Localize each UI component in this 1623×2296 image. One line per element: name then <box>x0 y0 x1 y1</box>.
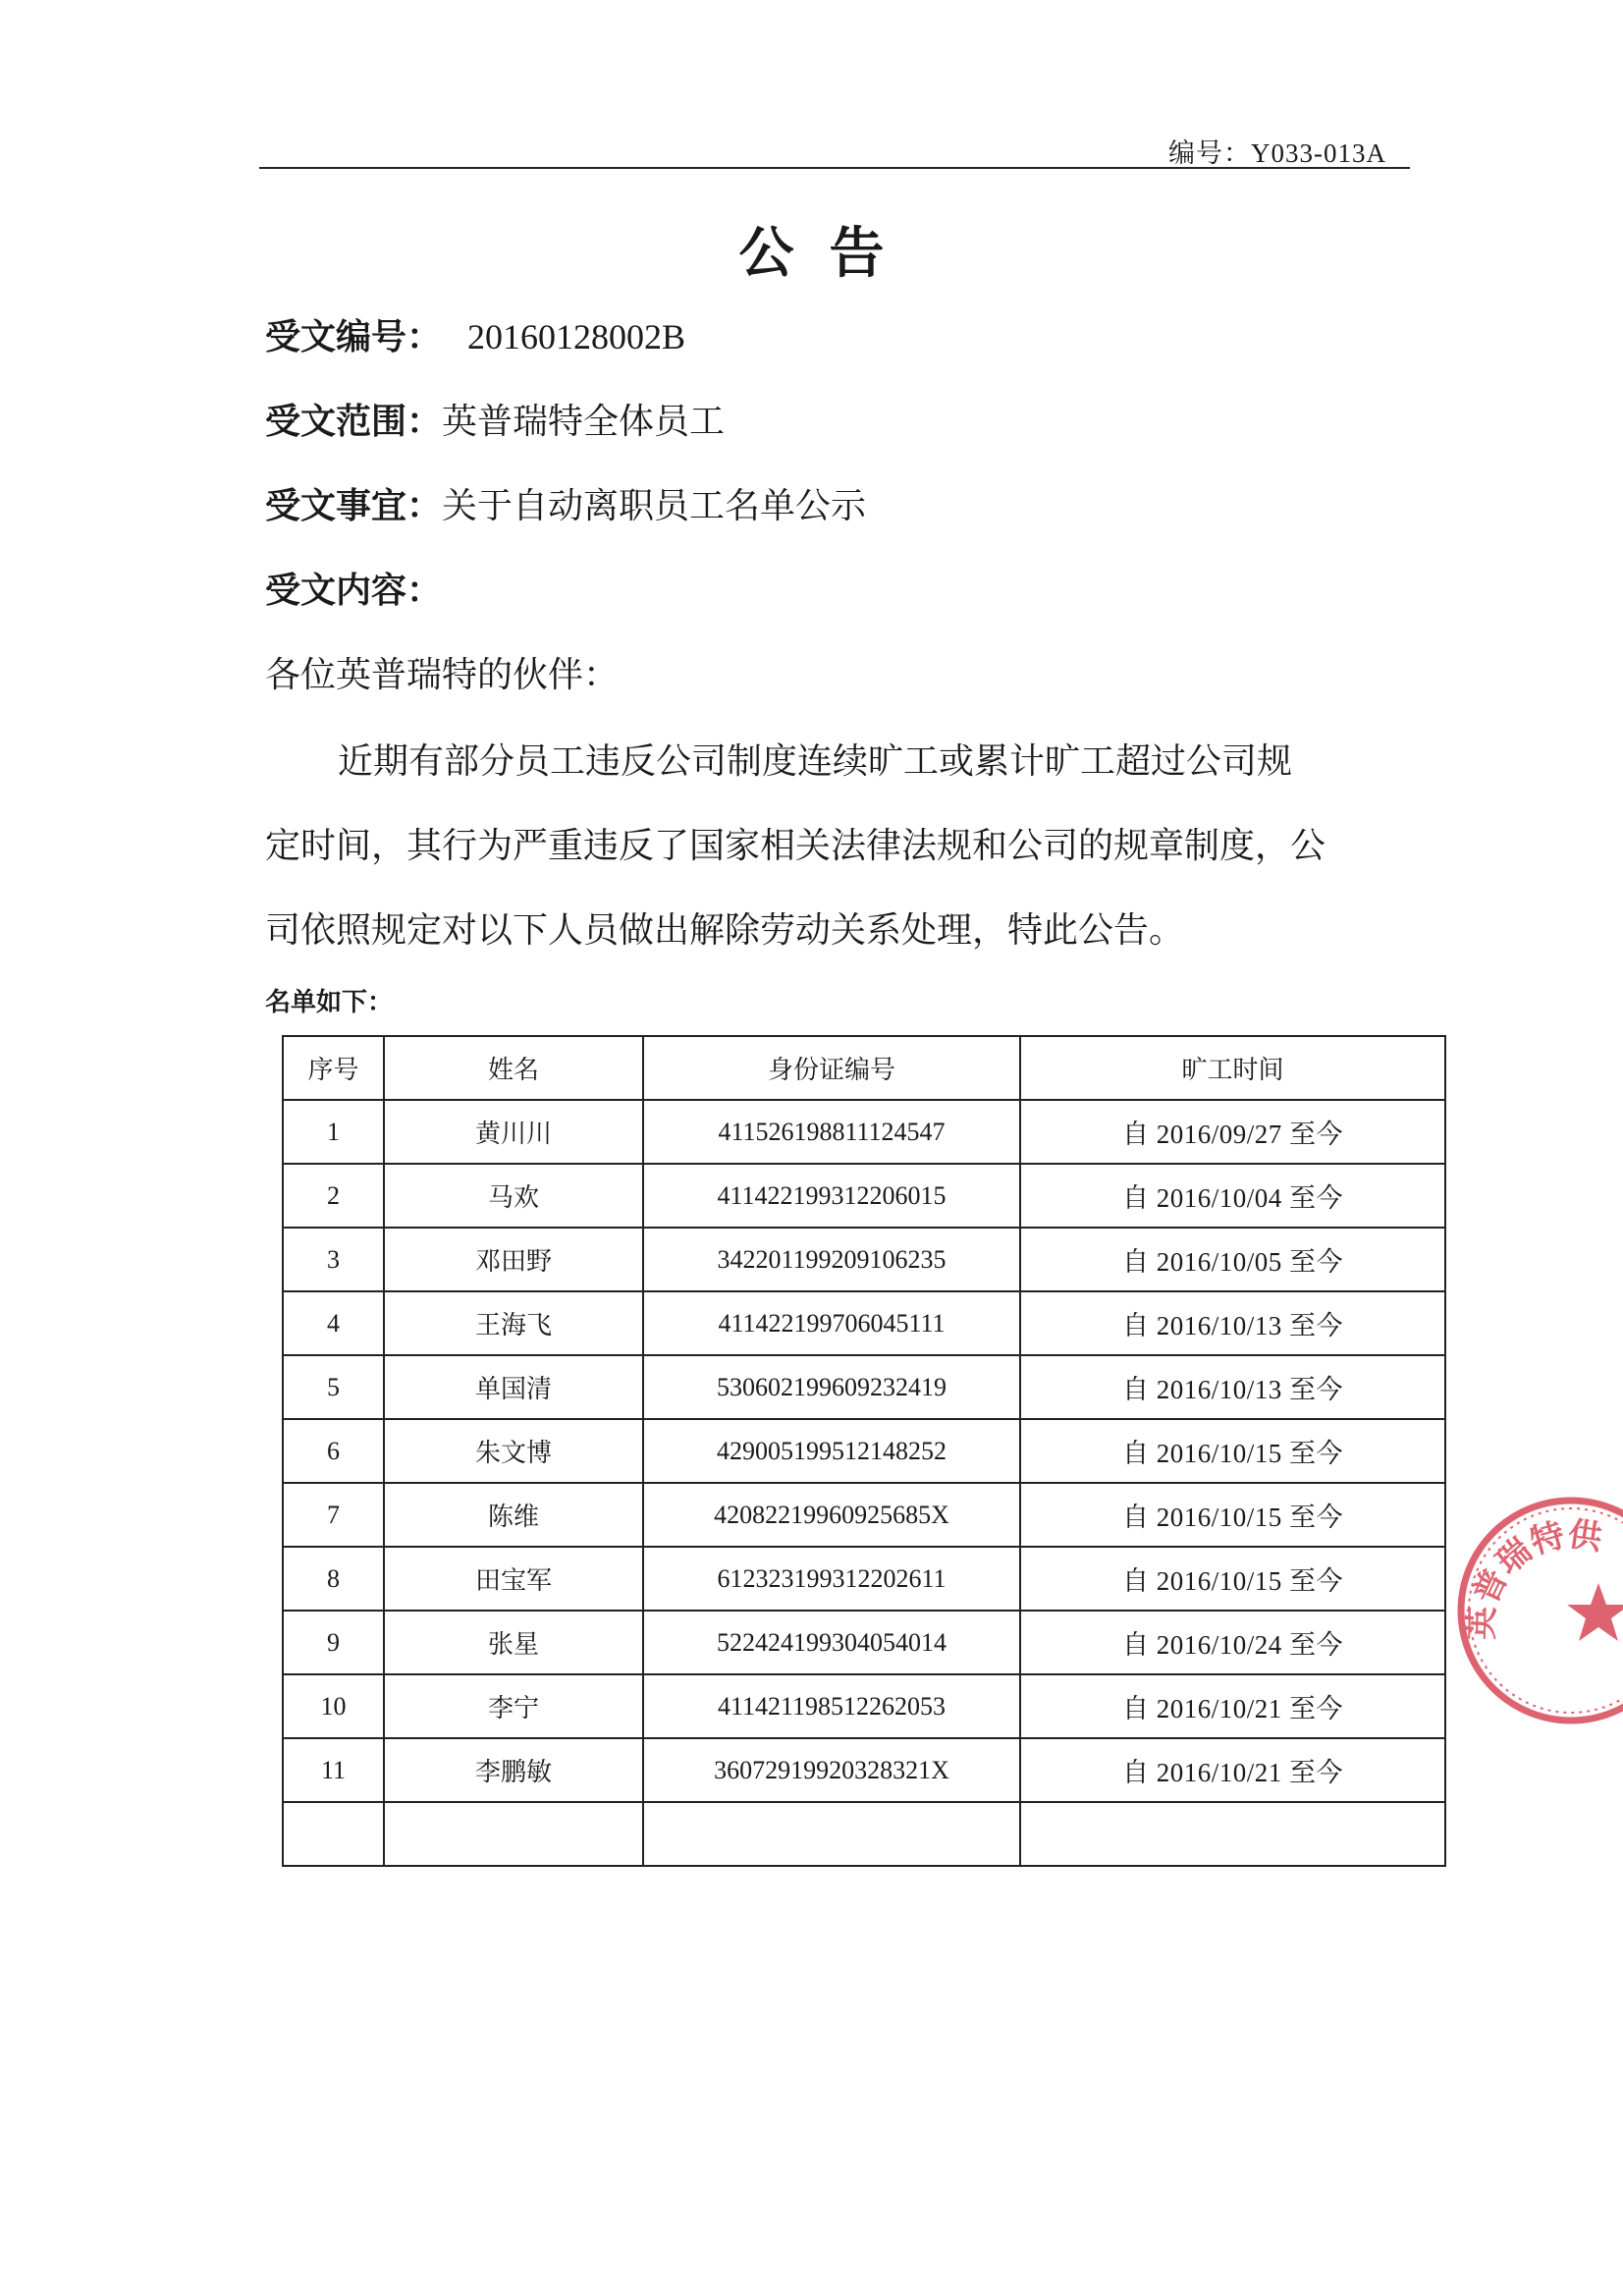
employee-name: 邓田野 <box>384 1228 643 1291</box>
absence-period: 自 2016/10/15 至今 <box>1020 1547 1445 1611</box>
column-header-name: 姓名 <box>384 1036 643 1100</box>
id-number: 522424199304054014 <box>643 1611 1020 1674</box>
header-divider <box>259 167 1410 169</box>
content-label: 受文内容： <box>265 570 443 611</box>
absence-period <box>1020 1802 1445 1866</box>
employee-name: 李宁 <box>384 1674 643 1738</box>
absence-period: 自 2016/10/05 至今 <box>1020 1228 1445 1291</box>
table-row-empty <box>283 1802 1445 1866</box>
scope-field <box>265 401 726 442</box>
id-number: 342201199209106235 <box>643 1228 1020 1291</box>
row-number: 6 <box>283 1419 384 1483</box>
dismissal-list-table <box>282 1035 1446 1867</box>
absence-period: 自 2016/10/04 至今 <box>1020 1164 1445 1228</box>
employee-name: 李鹏敏 <box>384 1738 643 1802</box>
row-number: 10 <box>283 1674 384 1738</box>
table-row <box>283 1419 1445 1483</box>
reference-number-value: 20160128002B <box>467 317 686 356</box>
employee-name: 陈维 <box>384 1483 643 1547</box>
employee-name: 王海飞 <box>384 1291 643 1355</box>
employee-name: 张星 <box>384 1611 643 1674</box>
reference-number-field <box>265 316 686 357</box>
subject-label: 受文事宜： <box>265 485 443 526</box>
column-header-number: 序号 <box>283 1036 384 1100</box>
id-number: 530602199609232419 <box>643 1355 1020 1419</box>
absence-period: 自 2016/10/24 至今 <box>1020 1611 1445 1674</box>
subject-value: 关于自动离职员工名单公示 <box>442 486 867 526</box>
row-number: 4 <box>283 1291 384 1355</box>
list-heading: 名单如下： <box>265 988 394 1017</box>
company-seal <box>1453 1493 1623 1728</box>
employee-name: 田宝军 <box>384 1547 643 1611</box>
employee-name: 朱文博 <box>384 1419 643 1483</box>
column-header-id-number: 身份证编号 <box>643 1036 1020 1100</box>
document-number: 编号：Y033-013A <box>1168 138 1386 168</box>
id-number: 411421198512262053 <box>643 1674 1020 1738</box>
id-number: 411526198811124547 <box>643 1100 1020 1164</box>
employee-name: 单国清 <box>384 1355 643 1419</box>
table-row <box>283 1738 1445 1802</box>
table-row <box>283 1547 1445 1611</box>
body-paragraph-line: 近期有部分员工违反公司制度连续旷工或累计旷工超过公司规 <box>338 741 1293 782</box>
row-number <box>283 1802 384 1866</box>
table-row <box>283 1355 1445 1419</box>
absence-period: 自 2016/10/15 至今 <box>1020 1419 1445 1483</box>
seal-star-icon <box>1567 1583 1623 1641</box>
absence-period: 自 2016/09/27 至今 <box>1020 1100 1445 1164</box>
absence-period: 自 2016/10/13 至今 <box>1020 1355 1445 1419</box>
row-number: 8 <box>283 1547 384 1611</box>
table-row <box>283 1291 1445 1355</box>
id-number: 411422199312206015 <box>643 1164 1020 1228</box>
row-number: 5 <box>283 1355 384 1419</box>
table-row <box>283 1483 1445 1547</box>
row-number: 1 <box>283 1100 384 1164</box>
table-row <box>283 1674 1445 1738</box>
absence-period: 自 2016/10/15 至今 <box>1020 1483 1445 1547</box>
table-row <box>283 1228 1445 1291</box>
employee-name: 黄川川 <box>384 1100 643 1164</box>
table-row <box>283 1164 1445 1228</box>
id-number <box>643 1802 1020 1866</box>
absence-period: 自 2016/10/13 至今 <box>1020 1291 1445 1355</box>
id-number: 612323199312202611 <box>643 1547 1020 1611</box>
row-number: 11 <box>283 1738 384 1802</box>
row-number: 3 <box>283 1228 384 1291</box>
seal-text: 英普瑞特供 <box>1462 1514 1605 1641</box>
row-number: 7 <box>283 1483 384 1547</box>
row-number: 2 <box>283 1164 384 1228</box>
absence-period: 自 2016/10/21 至今 <box>1020 1738 1445 1802</box>
body-paragraph-line: 司依照规定对以下人员做出解除劳动关系处理，特此公告。 <box>265 910 1185 951</box>
page-title: 公告 <box>738 221 920 286</box>
id-number: 36072919920328321X <box>643 1738 1020 1802</box>
reference-number-label: 受文编号： <box>265 316 443 357</box>
absence-period: 自 2016/10/21 至今 <box>1020 1674 1445 1738</box>
scope-label: 受文范围： <box>265 401 443 442</box>
content-field <box>265 570 443 611</box>
row-number: 9 <box>283 1611 384 1674</box>
salutation: 各位英普瑞特的伙伴： <box>265 655 620 695</box>
table-header-row <box>283 1036 1445 1100</box>
scope-value: 英普瑞特全体员工 <box>442 402 726 442</box>
table-row <box>283 1611 1445 1674</box>
employee-name: 马欢 <box>384 1164 643 1228</box>
subject-field <box>265 485 867 526</box>
body-paragraph-line: 定时间，其行为严重违反了国家相关法律法规和公司的规章制度，公 <box>265 826 1326 866</box>
column-header-absence-period: 旷工时间 <box>1020 1036 1445 1100</box>
employee-name <box>384 1802 643 1866</box>
id-number: 429005199512148252 <box>643 1419 1020 1483</box>
id-number: 411422199706045111 <box>643 1291 1020 1355</box>
id-number: 42082219960925685X <box>643 1483 1020 1547</box>
table-row <box>283 1100 1445 1164</box>
